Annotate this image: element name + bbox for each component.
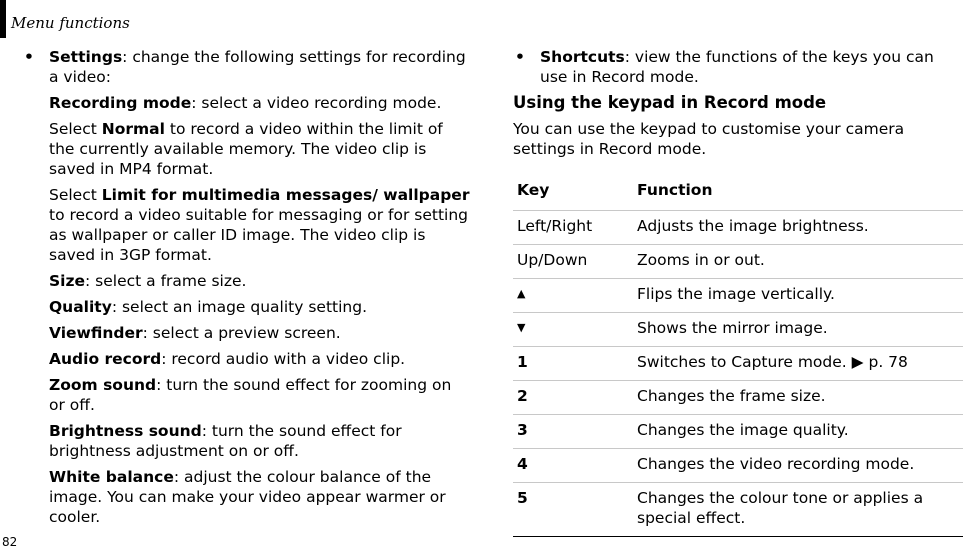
bullet-icon: •: [24, 48, 34, 66]
setting-term: Normal: [101, 120, 165, 138]
setting-item-quality: [22, 297, 472, 317]
shortcuts-text: : view the functions of the keys you can use in Record mode.: [540, 48, 934, 86]
key-label: 4: [517, 455, 528, 473]
setting-desc: : select a preview screen.: [142, 324, 341, 342]
function-cell: Switches to Capture mode. ▶ p. 78: [633, 347, 963, 381]
function-cell: Zooms in or out.: [633, 245, 963, 279]
setting-item-recording-mode: [22, 93, 472, 113]
key-label: 1: [517, 353, 528, 371]
key-cell: [513, 449, 633, 483]
setting-item-zoom-sound: [22, 375, 472, 415]
function-cell: Changes the frame size.: [633, 381, 963, 415]
column-header-key: Key: [517, 181, 550, 199]
setting-item-size: [22, 271, 472, 291]
section-heading: Using the keypad in Record mode: [513, 93, 827, 112]
key-label: 5: [517, 489, 528, 507]
setting-item-normal: [22, 119, 472, 179]
function-cell: Changes the video recording mode.: [633, 449, 963, 483]
settings-term: Settings: [49, 48, 123, 66]
table-header-row: [513, 175, 963, 211]
keypad-table: [513, 175, 963, 537]
down-arrow-icon: ▼: [513, 313, 633, 347]
table-row: [513, 449, 963, 483]
right-column: [513, 47, 963, 537]
column-header-function: Function: [637, 181, 713, 199]
key-label: 2: [517, 387, 528, 405]
key-cell: [513, 483, 633, 537]
table-row: [513, 211, 963, 245]
setting-pre: Select: [49, 186, 102, 204]
table-row: [513, 313, 963, 347]
function-cell: Changes the image quality.: [633, 415, 963, 449]
setting-item-viewfinder: [22, 323, 472, 343]
setting-term: Audio record: [49, 350, 162, 368]
table-row: [513, 381, 963, 415]
up-arrow-icon: ▲: [513, 279, 633, 313]
setting-term: Zoom sound: [49, 376, 157, 394]
setting-desc: : select a frame size.: [85, 272, 247, 290]
page-header-title: Menu functions: [11, 14, 130, 32]
table-row: [513, 279, 963, 313]
key-cell: [513, 415, 633, 449]
bullet-icon: •: [515, 48, 525, 66]
setting-desc: to record a video suitable for messaging or for setting as wallpaper or caller ID image. The video clip is saved in 3GP format.: [49, 206, 469, 264]
function-cell: Shows the mirror image.: [633, 313, 963, 347]
setting-desc: : adjust the colour balance of the image. You can make your video appear warmer or cooler.: [49, 468, 446, 526]
function-cell: Changes the colour tone or applies a special effect.: [633, 483, 963, 537]
setting-term: Quality: [49, 298, 112, 316]
setting-term: White balance: [49, 468, 174, 486]
function-cell: Flips the image vertically.: [633, 279, 963, 313]
key-cell: Up/Down: [513, 245, 633, 279]
shortcuts-term: Shortcuts: [540, 48, 625, 66]
setting-desc: : turn the sound effect for zooming on or off.: [49, 376, 452, 414]
setting-term: Recording mode: [49, 94, 192, 112]
page-number: 82: [2, 535, 18, 549]
table-row: [513, 415, 963, 449]
setting-term: Size: [49, 272, 86, 290]
setting-term: Limit for multimedia messages/ wallpaper: [101, 186, 470, 204]
setting-term: Viewfinder: [49, 324, 143, 342]
key-cell: Left/Right: [513, 211, 633, 245]
settings-text: : change the following settings for recording a video:: [49, 48, 466, 86]
setting-desc: : select an image quality setting.: [111, 298, 368, 316]
setting-item-brightness-sound: [22, 421, 472, 461]
left-column: [22, 47, 472, 533]
table-row: [513, 347, 963, 381]
setting-desc: : turn the sound effect for brightness adjustment on or off.: [49, 422, 402, 460]
setting-desc: to record a video within the limit of the currently available memory. The video clip is saved in MP4 format.: [49, 120, 443, 178]
section-intro: You can use the keypad to customise your camera settings in Record mode.: [513, 120, 905, 158]
table-row: [513, 245, 963, 279]
setting-item-limit: [22, 185, 472, 265]
setting-item-white-balance: [22, 467, 472, 527]
table-row: [513, 483, 963, 537]
function-cell: Adjusts the image brightness.: [633, 211, 963, 245]
key-cell: [513, 381, 633, 415]
shortcuts-bullet: [513, 47, 963, 87]
key-cell: [513, 347, 633, 381]
setting-term: Brightness sound: [49, 422, 202, 440]
setting-desc: : record audio with a video clip.: [161, 350, 406, 368]
setting-item-audio-record: [22, 349, 472, 369]
header-bar: [0, 0, 6, 38]
settings-bullet: [22, 47, 472, 87]
setting-desc: : select a video recording mode.: [191, 94, 442, 112]
key-label: 3: [517, 421, 528, 439]
setting-pre: Select: [49, 120, 102, 138]
